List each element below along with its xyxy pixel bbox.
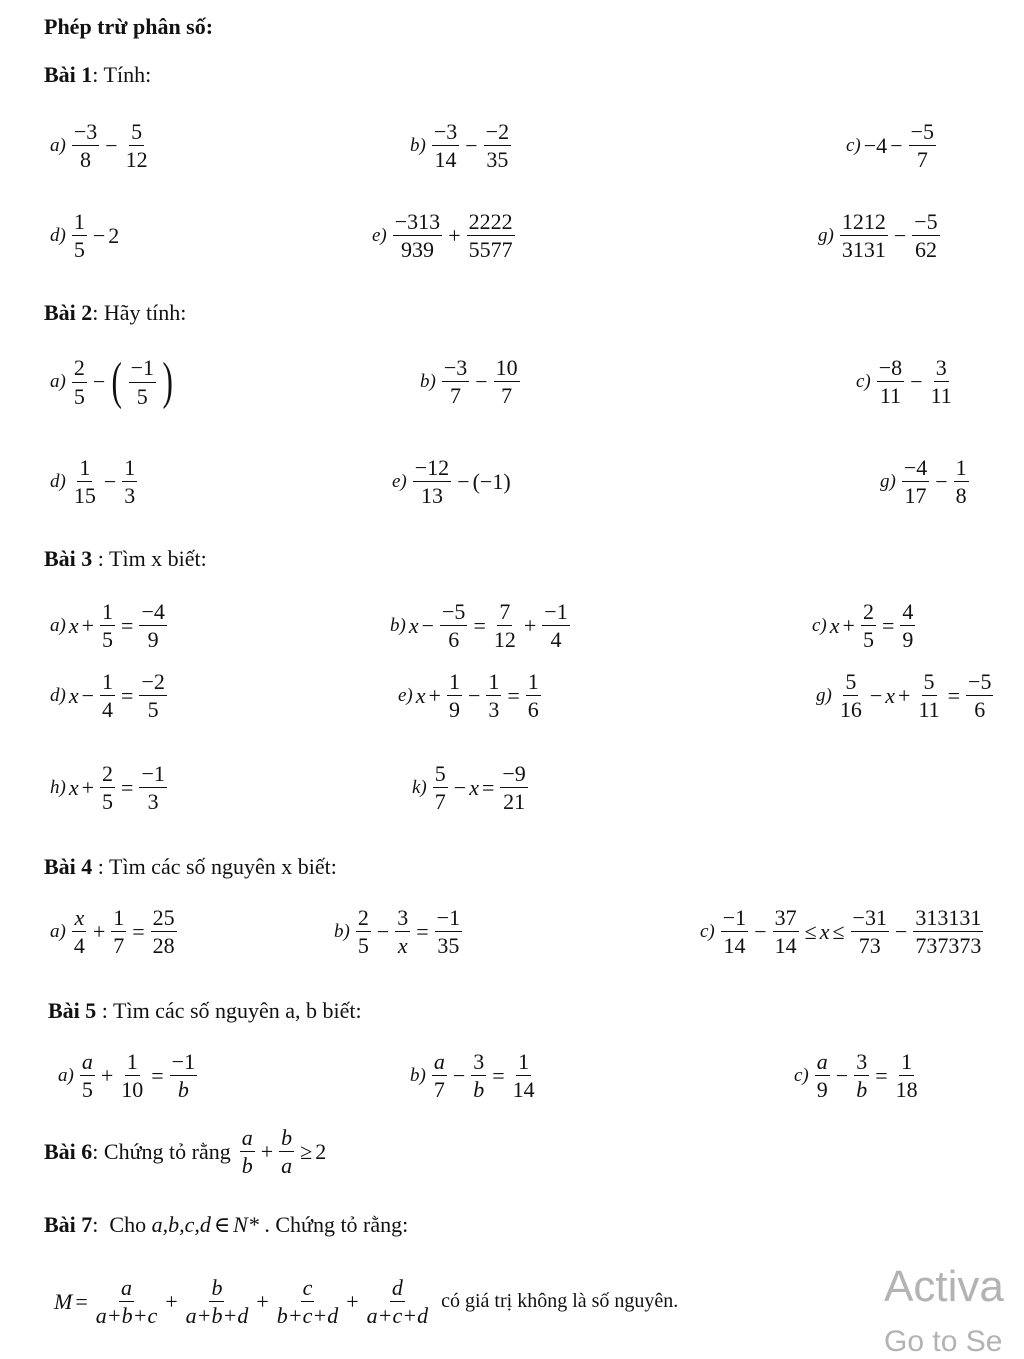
fraction: $\frac{2}{5}$ [862, 599, 874, 653]
fraction: $\frac{1}{8}$ [955, 455, 967, 509]
item-label: c) [794, 1064, 809, 1086]
fraction: $\frac{5}{11}$ [918, 669, 940, 723]
bai2-label: Bài 2 [44, 300, 93, 325]
fraction: $\frac{2}{5}$ [102, 761, 114, 815]
fraction: a 5 [81, 1049, 93, 1103]
fraction: −3 8 [73, 119, 98, 173]
page-title: Phép trừ phân số: [44, 14, 214, 39]
term: 2 [108, 222, 120, 248]
item-label: d) [50, 470, 66, 492]
fraction: $\frac{-1}{3}$ [141, 761, 165, 815]
fraction: $\frac{-5}{6}$ [968, 669, 992, 723]
bai5-heading [48, 998, 362, 1024]
bai7-label: Bài 7 [44, 1212, 93, 1237]
bai5-text: : Tìm các số nguyên a, b biết: [96, 998, 362, 1023]
item-label: c) [700, 920, 715, 942]
bai6-text: : Chứng tỏ rằng [92, 1138, 231, 1164]
fraction: −3 7 [443, 355, 468, 409]
bai6-label: Bài 6 [44, 1138, 93, 1164]
fraction: $\frac{1}{5}$ [102, 599, 114, 653]
item-label: g) [816, 684, 832, 706]
bai1-a: a) −3 8 − $\frac{5}{12}$ [50, 119, 148, 173]
item-label: g) [818, 224, 834, 246]
bai3-k: k) 5 7 − x = $\frac{-9}{21}$ [412, 761, 526, 815]
fraction: a 9 [816, 1049, 828, 1103]
fraction: −4 17 [903, 455, 928, 509]
bai7-tail: có giá trị không là số nguyên. [441, 1290, 679, 1313]
bai2-a: a) 2 5 − ( −1 5 ) [50, 353, 173, 410]
fraction: −12 13 [414, 455, 450, 509]
fraction: $\frac{b}{a+b+d}$ [185, 1275, 249, 1329]
bai2-b: b) −3 7 − $\frac{10}{7}$ [420, 355, 518, 409]
fraction: $\frac{5}{12}$ [125, 119, 148, 173]
fraction: 5 7 [434, 761, 446, 815]
fraction: $\frac{a}{a+b+c}$ [95, 1275, 158, 1329]
item-label: h) [50, 776, 66, 798]
bai3-text: : Tìm x biết: [92, 546, 207, 571]
bai7-formula: M = $\frac{a}{a+b+c}$ + $\frac{b}{a+b+d}$ + $\frac{c}{b+c+d}$ + $\frac{d}{a+c+d}$ có giá trị không là số nguyên. [54, 1275, 679, 1329]
item-label: a) [50, 371, 66, 392]
item-label: c) [856, 370, 871, 392]
fraction: $\frac{d}{a+c+d}$ [366, 1275, 429, 1329]
bai4-a: a) x 4 + $\frac{1}{7}$ = $\frac{25}{28}$ [50, 905, 175, 959]
fraction: $\frac{313131}{737373}$ [915, 905, 982, 959]
term: (−1) [472, 468, 511, 494]
item-label: b) [410, 1064, 426, 1086]
fraction: $\frac{-5}{7}$ [910, 119, 935, 173]
bai4-heading [44, 854, 337, 880]
fraction: 1 5 [73, 209, 85, 263]
fraction: $\frac{b}{a}$ [281, 1125, 293, 1179]
item-label: c) [846, 134, 861, 156]
fraction: $\frac{1}{10}$ [121, 1049, 144, 1103]
bai4-c: c) −1 14 − $\frac{37}{14}$ ≤ x ≤ $\frac{-31}{73}$ − $\frac{313131}{737373}$ [700, 905, 982, 959]
fraction: $\frac{4}{9}$ [902, 599, 914, 653]
fraction: $\frac{-5}{62}$ [914, 209, 938, 263]
bai1-d: d) 1 5 − 2 [50, 209, 120, 263]
fraction: $\frac{1}{3}$ [124, 455, 136, 509]
item-label: d) [50, 224, 66, 246]
fraction: $\frac{1}{6}$ [527, 669, 539, 723]
bai4-text: : Tìm các số nguyên x biết: [92, 854, 337, 879]
bai3-e: e) x + $\frac{1}{9}$ − $\frac{1}{3}$ = $\frac{1}{6}$ [398, 669, 539, 723]
fraction: $\frac{10}{7}$ [495, 355, 518, 409]
activation-watermark-line2: Go to Se [884, 1325, 1003, 1358]
item-label: b) [420, 370, 436, 392]
bai2-g: g) −4 17 − $\frac{1}{8}$ [880, 455, 967, 509]
fraction: $\frac{-4}{9}$ [141, 599, 165, 653]
fraction: a 7 [433, 1049, 445, 1103]
bai1-e: e) −313 939 + $\frac{2222}{5577}$ [372, 209, 513, 263]
fraction: $\frac{37}{14}$ [774, 905, 797, 959]
item-label: e) [372, 224, 387, 246]
fraction: a b [241, 1125, 253, 1179]
item-label: e) [392, 470, 407, 492]
bai2-heading [44, 300, 186, 326]
bai1-label: Bài 1 [44, 62, 93, 87]
fraction: −1 5 [130, 355, 154, 409]
fraction: 5 16 [839, 669, 862, 723]
bai3-a: a) x + $\frac{1}{5}$ = $\frac{-4}{9}$ [50, 599, 165, 653]
fraction: $\frac{1}{9}$ [448, 669, 460, 723]
item-label: b) [390, 614, 406, 636]
bai1-g: g) 1212 3131 − $\frac{-5}{62}$ [818, 209, 938, 263]
fraction: $\frac{1}{14}$ [512, 1049, 535, 1103]
bai5-b: b) a 7 − $\frac{3}{b}$ = $\frac{1}{14}$ [410, 1049, 535, 1103]
bai7-heading: Bài 7 : Cho a,b,c,d ∈ N* . Chứng tỏ rằng: [44, 1212, 409, 1237]
item-label: d) [50, 684, 66, 706]
fraction: $\frac{-1}{35}$ [436, 905, 461, 959]
fraction: $\frac{-2}{35}$ [485, 119, 510, 173]
fraction: 1212 3131 [841, 209, 886, 263]
bai3-c: c) x + $\frac{2}{5}$ = $\frac{4}{9}$ [812, 599, 914, 653]
bai4-b: b) 2 5 − $\frac{3}{x}$ = $\frac{-1}{35}$ [334, 905, 461, 959]
item-label: k) [412, 776, 427, 798]
fraction: $\frac{3}{x}$ [397, 905, 409, 959]
bai3-g: g) 5 16 − x + $\frac{5}{11}$ = $\frac{-5}{6}$ [816, 669, 992, 723]
bai7-text: : Cho [92, 1212, 152, 1237]
bai6: Bài 6 : Chứng tỏ rằng a b + $\frac{b}{a}$ ≥ 2 [44, 1125, 327, 1179]
bai5-c: c) a 9 − $\frac{3}{b}$ = $\frac{1}{18}$ [794, 1049, 918, 1103]
fraction: $\frac{-2}{5}$ [141, 669, 165, 723]
fraction: $\frac{1}{18}$ [895, 1049, 918, 1103]
fraction: $\frac{3}{11}$ [930, 355, 952, 409]
bai2-e: e) −12 13 − (−1) [392, 455, 511, 509]
item-label: a) [50, 614, 66, 636]
bai5-a: a) a 5 + $\frac{1}{10}$ = $\frac{-1}{b}$ [58, 1049, 196, 1103]
fraction: $\frac{c}{b+c+d}$ [276, 1275, 339, 1329]
fraction: $\frac{25}{28}$ [152, 905, 175, 959]
fraction: $\frac{-5}{6}$ [442, 599, 466, 653]
fraction: $\frac{1}{7}$ [113, 905, 125, 959]
fraction: −8 11 [878, 355, 903, 409]
bai5-label: Bài 5 [48, 998, 97, 1023]
item-label: b) [334, 920, 350, 942]
term: M [54, 1288, 73, 1314]
fraction: $\frac{-9}{21}$ [502, 761, 526, 815]
fraction: 2 5 [73, 355, 85, 409]
fraction: $\frac{3}{b}$ [856, 1049, 868, 1103]
bai3-d: d) x − $\frac{1}{4}$ = $\frac{-2}{5}$ [50, 669, 165, 723]
fraction: −3 14 [433, 119, 458, 173]
bai2-d: d) 1 15 − $\frac{1}{3}$ [50, 455, 136, 509]
bai4-label: Bài 4 [44, 854, 93, 879]
bai7-set: N* [233, 1212, 259, 1237]
fraction: $\frac{3}{b}$ [473, 1049, 485, 1103]
item-label: g) [880, 470, 896, 492]
fraction: 1 15 [73, 455, 96, 509]
fraction: $\frac{1}{4}$ [102, 669, 114, 723]
item-label: e) [398, 684, 413, 706]
item-label: b) [410, 134, 426, 156]
bai7-vars: a,b,c,d [151, 1212, 211, 1237]
fraction: −313 939 [394, 209, 441, 263]
term: −4 [863, 132, 888, 158]
bai1-b: b) −3 14 − $\frac{-2}{35}$ [410, 119, 510, 173]
fraction: $\frac{7}{12}$ [493, 599, 516, 653]
bai3-h: h) x + $\frac{2}{5}$ = $\frac{-1}{3}$ [50, 761, 165, 815]
bai3-heading [44, 546, 207, 572]
item-label: a) [58, 1064, 74, 1086]
item-label: a) [50, 134, 66, 156]
activation-watermark-line1: Activa [884, 1262, 1004, 1311]
fraction: $\frac{-1}{b}$ [171, 1049, 196, 1103]
bai2-text: : Hãy tính: [92, 300, 187, 325]
bai3-label: Bài 3 [44, 546, 93, 571]
bai7-text2: . Chứng tỏ rằng: [258, 1212, 409, 1237]
item-label: a) [50, 920, 66, 942]
bai3-b: b) x − $\frac{-5}{6}$ = $\frac{7}{12}$ + $\frac{-1}{4}$ [390, 599, 568, 653]
fraction: $\frac{2222}{5577}$ [468, 209, 513, 263]
fraction: −1 14 [722, 905, 747, 959]
fraction: 2 5 [357, 905, 369, 959]
fraction: $\frac{-1}{4}$ [544, 599, 568, 653]
bai1-heading [44, 62, 151, 88]
item-label: c) [812, 614, 827, 636]
term: 2 [315, 1138, 327, 1164]
bai1-text: : Tính: [92, 62, 152, 87]
bai2-c: c) −8 11 − $\frac{3}{11}$ [856, 355, 952, 409]
fraction: $\frac{1}{3}$ [488, 669, 500, 723]
fraction: x 4 [73, 905, 85, 959]
fraction: $\frac{-31}{73}$ [852, 905, 887, 959]
bai1-c: c) −4 − $\frac{-5}{7}$ [846, 119, 935, 173]
